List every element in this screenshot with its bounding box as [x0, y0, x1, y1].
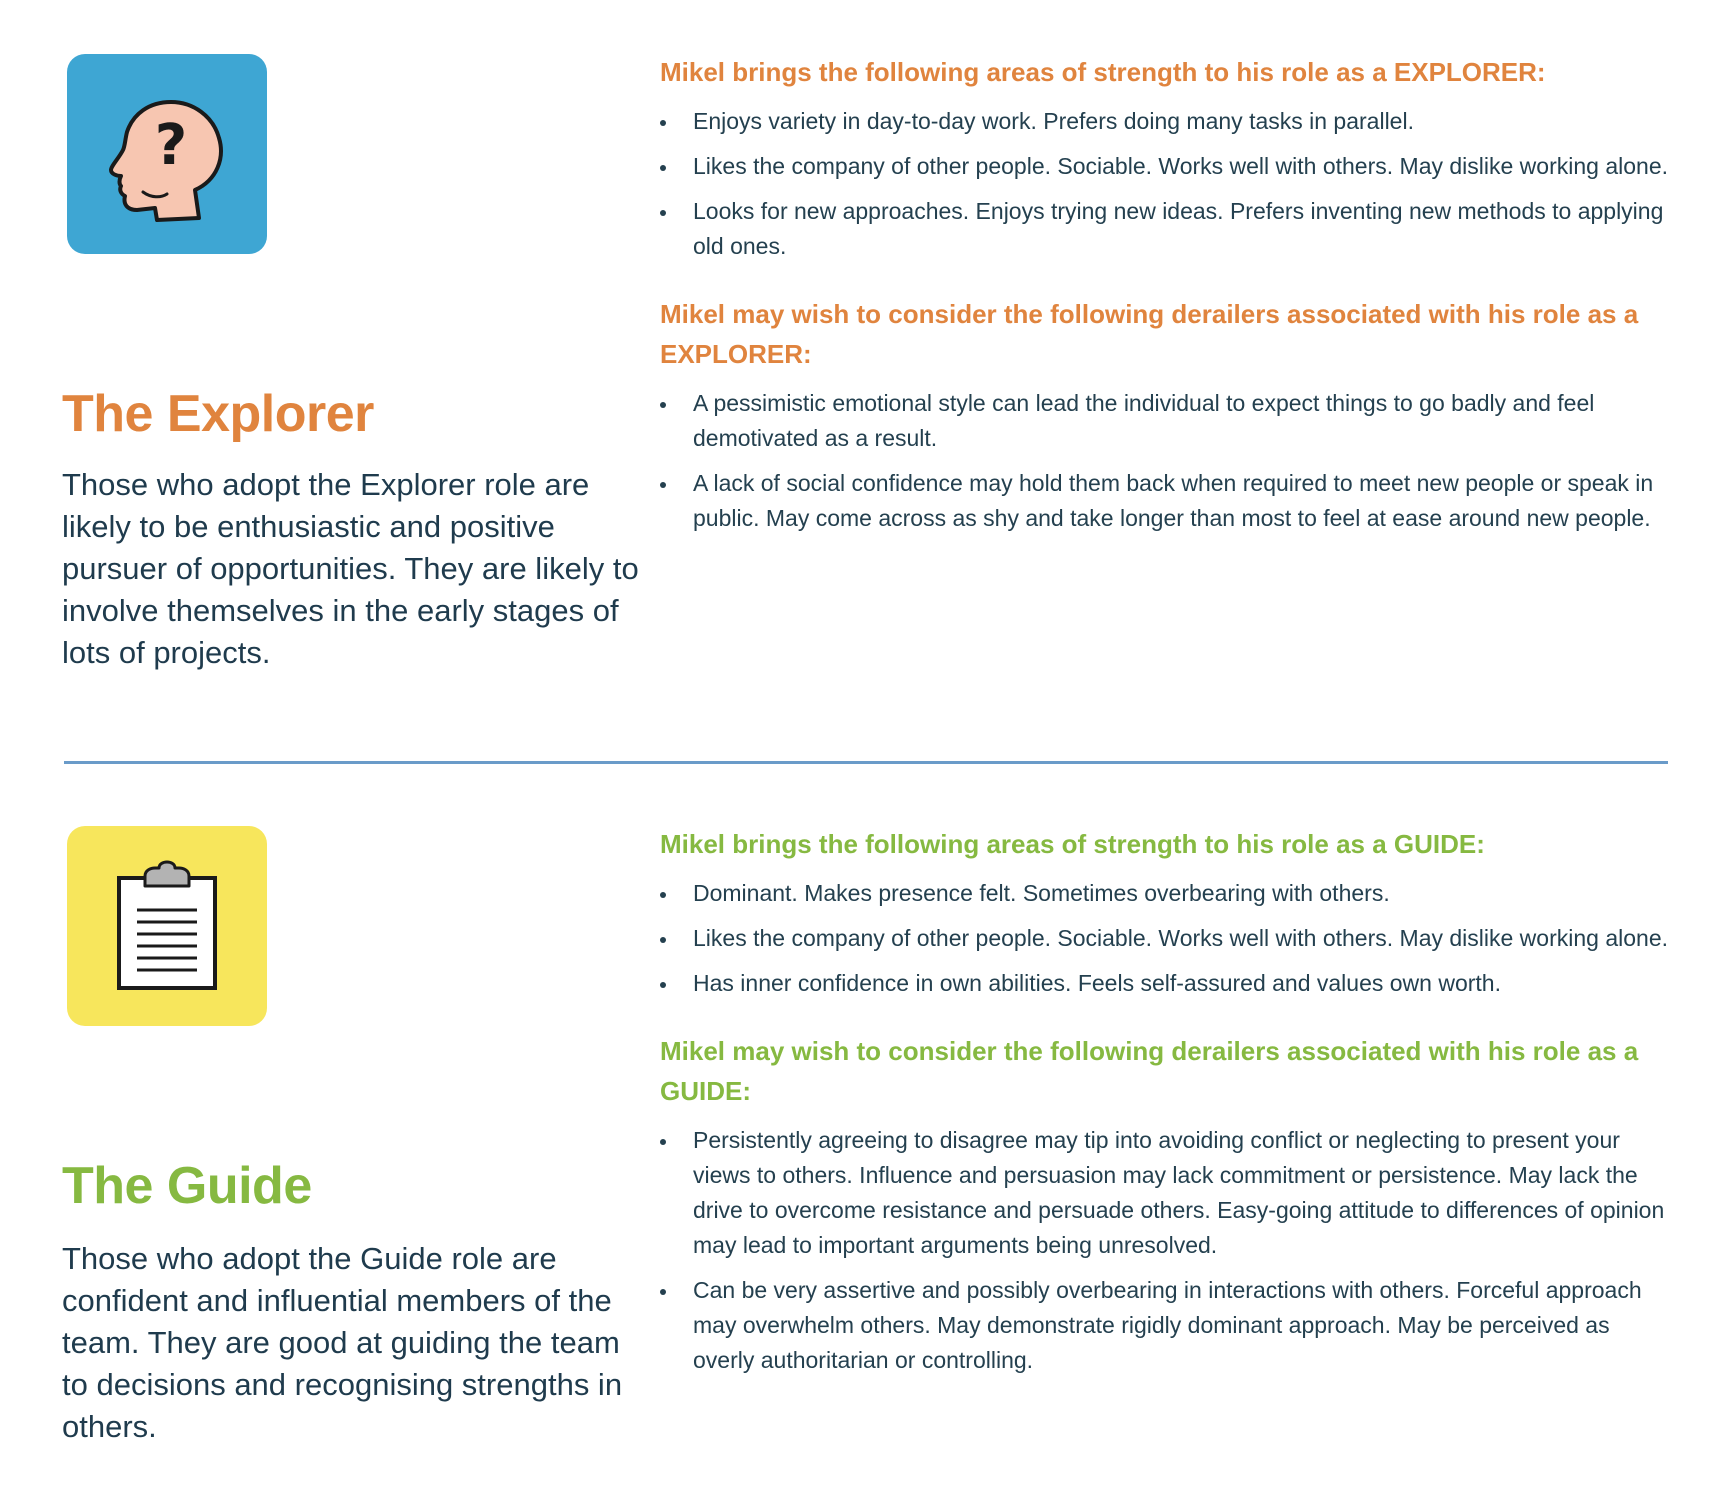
- list-item-text: Dominant. Makes presence felt. Sometimes overbearing with others.: [693, 880, 1390, 906]
- explorer-icon-tile: [67, 54, 267, 254]
- list-item: [660, 104, 1670, 139]
- list-item-text: Enjoys variety in day-to-day work. Prefers doing many tasks in parallel.: [693, 108, 1414, 134]
- explorer-details: [660, 52, 1670, 566]
- list-item: [660, 1273, 1670, 1378]
- guide-title: The Guide: [62, 1157, 312, 1215]
- guide-derailers-list: [660, 1123, 1670, 1378]
- list-item: [660, 876, 1670, 911]
- guide-details: [660, 824, 1670, 1408]
- guide-derailers-heading: Mikel may wish to consider the following derailers associated with his role as a GUIDE:: [660, 1036, 1639, 1106]
- list-item: [660, 966, 1670, 1001]
- list-item: [660, 466, 1670, 536]
- list-item-text: A pessimistic emotional style can lead the individual to expect things to go badly and feel demotivated as a result.: [693, 390, 1595, 451]
- explorer-strengths-heading: Mikel brings the following areas of strength to his role as a EXPLORER:: [660, 57, 1546, 87]
- guide-section: [0, 772, 1714, 1492]
- list-item-text: Likes the company of other people. Sociable. Works well with others. May dislike working alone.: [693, 925, 1668, 951]
- explorer-strengths-list: [660, 104, 1670, 264]
- list-item-text: Has inner confidence in own abilities. Feels self-assured and values own worth.: [693, 970, 1501, 996]
- list-item-text: Likes the company of other people. Sociable. Works well with others. May dislike working alone.: [693, 153, 1668, 179]
- list-item-text: Can be very assertive and possibly overbearing in interactions with others. Forceful approach may overwhelm others. May demonstrate rigidly dominant approach. May be perceived as overly authoritarian or controlling.: [693, 1277, 1642, 1373]
- explorer-derailers-heading: Mikel may wish to consider the following derailers associated with his role as a EXPLORER:: [660, 299, 1639, 369]
- guide-icon-tile: [67, 826, 267, 1026]
- guide-strengths-heading: Mikel brings the following areas of strength to his role as a GUIDE:: [660, 829, 1485, 859]
- list-item: [660, 1123, 1670, 1263]
- head-question-icon: [67, 54, 267, 254]
- list-item: [660, 921, 1670, 956]
- list-item: [660, 386, 1670, 456]
- list-item: [660, 149, 1670, 184]
- explorer-derailers-list: [660, 386, 1670, 536]
- list-item-text: Looks for new approaches. Enjoys trying new ideas. Prefers inventing new methods to applying old ones.: [693, 198, 1664, 259]
- list-item: [660, 194, 1670, 264]
- svg-text:?: ?: [154, 113, 188, 178]
- guide-strengths-list: [660, 876, 1670, 1001]
- section-divider: [64, 761, 1668, 764]
- explorer-title: The Explorer: [62, 385, 374, 443]
- list-item-text: A lack of social confidence may hold them back when required to meet new people or speak in public. May come across as shy and take longer than most to feel at ease around new people.: [693, 470, 1654, 531]
- explorer-description: Those who adopt the Explorer role are likely to be enthusiastic and positive pursuer of opportunities. They are likely to involve themselves in the early stages of lots of projects.: [62, 467, 639, 670]
- list-item-text: Persistently agreeing to disagree may tip into avoiding conflict or neglecting to present your views to others. Influence and persuasion may lack commitment or persistence. May lack the drive to overcome resistance and persuade others. Easy-going attitude to differences of opinion may lead to important arguments being unresolved.: [693, 1127, 1665, 1258]
- clipboard-icon: [67, 826, 267, 1026]
- guide-description: Those who adopt the Guide role are confident and influential members of the team. They are good at guiding the team to decisions and recognising strengths in others.: [62, 1241, 623, 1444]
